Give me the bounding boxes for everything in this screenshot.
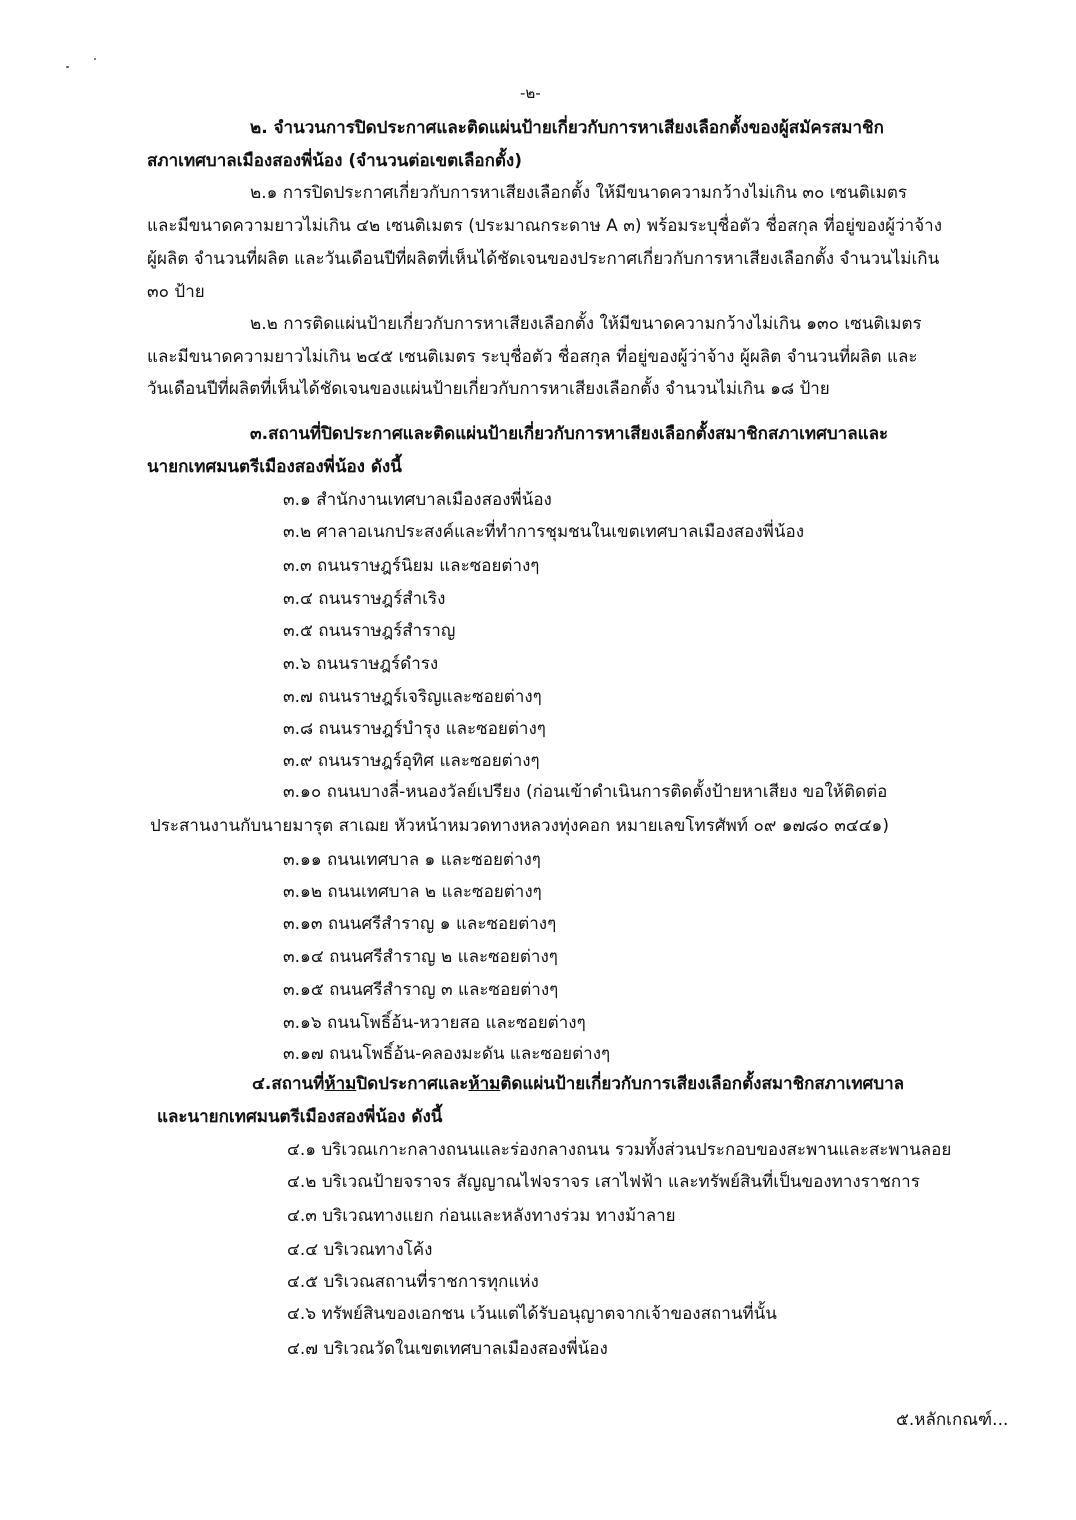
para-2-2-line2: และมีขนาดความยาวไม่เกิน ๒๔๕ เซนติเมตร ระบุชื่อตัว ชื่อสกุล ที่อยู่ของผู้ว่าจ้าง ผู้ผลิต จำนวนที่ผลิต และ (147, 347, 918, 367)
section2-heading-line1: ๒. จำนวนการปิดประกาศและติดแผ่นป้ายเกี่ยวกับการหาเสียงเลือกตั้งของผู้สมัครสมาชิก (250, 118, 884, 138)
list-item-3-10-cont: ประสานงานกับนายมารุต สาเฌย หัวหน้าหมวดทางหลวงทุ่งคอก หมายเลขโทรศัพท์ ๐๙ ๑๗๘๐ ๓๔๔๑) (150, 816, 889, 836)
para-2-1-line1: ๒.๑ การปิดประกาศเกี่ยวกับการหาเสียงเลือกตั้ง ให้มีขนาดความกว้างไม่เกิน ๓๐ เซนติเมตร (250, 183, 908, 203)
scan-speck (66, 66, 69, 68)
section4-heading-line1 (252, 1073, 904, 1095)
list-item-3-7: ๓.๗ ถนนราษฎร์เจริญและซอยต่างๆ (283, 687, 542, 707)
section4-heading-part-c: ปิดประกาศและ (356, 1074, 469, 1094)
list-item-3-15: ๓.๑๕ ถนนศรีสำราญ ๓ และซอยต่างๆ (283, 980, 559, 1000)
list-item-4-6: ๔.๖ ทรัพย์สินของเอกชน เว้นแต่ได้รับอนุญาตจากเจ้าของสถานที่นั้น (287, 1304, 777, 1324)
section4-heading-prohibit-2: ห้าม (468, 1074, 501, 1094)
list-item-3-4: ๓.๔ ถนนราษฎร์สำเริง (283, 589, 446, 609)
para-2-1-line2: และมีขนาดความยาวไม่เกิน ๔๒ เซนติเมตร (ประมาณกระดาษ A ๓) พร้อมระบุชื่อตัว ชื่อสกุล ที่อยู่ของผู้ว่าจ้าง (147, 216, 943, 236)
list-item-3-14: ๓.๑๔ ถนนศรีสำราญ ๒ และซอยต่างๆ (283, 947, 558, 967)
para-2-2-line3: วันเดือนปีที่ผลิตที่เห็นได้ชัดเจนของแผ่นป้ายเกี่ยวกับการหาเสียงเลือกตั้ง จำนวนไม่เกิน ๑๘ ป้าย (147, 379, 830, 399)
continuation-marker: ๕.หลักเกณฑ์... (896, 1410, 1009, 1430)
section4-heading-line2: และนายกเทศมนตรีเมืองสองพี่น้อง ดังนี้ (157, 1107, 443, 1127)
list-item-4-2: ๔.๒ บริเวณป้ายจราจร สัญญาณไฟจราจร เสาไฟฟ้า และทรัพย์สินที่เป็นของทางราชการ (287, 1172, 920, 1192)
list-item-3-17: ๓.๑๗ ถนนโพธิ์อ้น-คลองมะดัน และซอยต่างๆ (283, 1044, 611, 1064)
section4-heading-prohibit-1: ห้าม (324, 1074, 357, 1094)
list-item-3-1: ๓.๑ สำนักงานเทศบาลเมืองสองพี่น้อง (283, 490, 552, 510)
para-2-1-line3: ผู้ผลิต จำนวนที่ผลิต และวันเดือนปีที่ผลิตที่เห็นได้ชัดเจนของประกาศเกี่ยวกับการหาเสียงเลือกตั้ง จำนวนไม่เกิน (147, 249, 940, 269)
list-item-4-7: ๔.๗ บริเวณวัดในเขตเทศบาลเมืองสองพี่น้อง (287, 1339, 608, 1359)
section4-heading-part-e: ติดแผ่นป้ายเกี่ยวกับการเสียงเลือกตั้งสมาชิกสภาเทศบาล (500, 1074, 905, 1094)
list-item-3-10: ๓.๑๐ ถนนบางลี่-หนองวัลย์เปรียง (ก่อนเข้าดำเนินการติดตั้งป้ายหาเสียง ขอให้ติดต่อ (283, 782, 888, 802)
list-item-4-1: ๔.๑ บริเวณเกาะกลางถนนและร่องกลางถนน รวมทั้งส่วนประกอบของสะพานและสะพานลอย (287, 1140, 952, 1160)
para-2-2-line1: ๒.๒ การติดแผ่นป้ายเกี่ยวกับการหาเสียงเลือกตั้ง ให้มีขนาดความกว้างไม่เกิน ๑๓๐ เซนติเมตร (250, 314, 922, 334)
list-item-3-16: ๓.๑๖ ถนนโพธิ์อ้น-หวายสอ และซอยต่างๆ (283, 1013, 586, 1033)
list-item-3-11: ๓.๑๑ ถนนเทศบาล ๑ และซอยต่างๆ (283, 850, 541, 870)
list-item-3-13: ๓.๑๓ ถนนศรีสำราญ ๑ และซอยต่างๆ (283, 914, 557, 934)
section2-heading-line2: สภาเทศบาลเมืองสองพี่น้อง (จำนวนต่อเขตเลือกตั้ง) (147, 151, 522, 171)
list-item-3-8: ๓.๘ ถนนราษฎร์บำรุง และซอยต่างๆ (283, 719, 546, 739)
list-item-3-3: ๓.๓ ถนนราษฎร์นิยม และซอยต่างๆ (283, 556, 540, 576)
para-2-1-line4: ๓๐ ป้าย (147, 282, 205, 302)
list-item-3-6: ๓.๖ ถนนราษฎร์ดำรง (283, 654, 439, 674)
list-item-3-2: ๓.๒ ศาลาอเนกประสงค์และที่ทำการชุมชนในเขตเทศบาลเมืองสองพี่น้อง (283, 522, 805, 542)
section4-heading-part-a: ๔.สถานที่ (252, 1074, 325, 1094)
list-item-3-9: ๓.๙ ถนนราษฎร์อุทิศ และซอยต่างๆ (283, 751, 540, 771)
list-item-4-4: ๔.๔ บริเวณทางโค้ง (287, 1240, 433, 1260)
list-item-3-12: ๓.๑๒ ถนนเทศบาล ๒ และซอยต่างๆ (283, 882, 542, 902)
page-number: -๒- (520, 84, 541, 102)
list-item-3-5: ๓.๕ ถนนราษฎร์สำราญ (283, 621, 456, 641)
list-item-4-3: ๔.๓ บริเวณทางแยก ก่อนและหลังทางร่วม ทางม้าลาย (287, 1206, 676, 1226)
section3-heading-line1: ๓.สถานที่ปิดประกาศและติดแผ่นป้ายเกี่ยวกับการหาเสียงเลือกตั้งสมาชิกสภาเทศบาลและ (250, 424, 889, 444)
section3-heading-line2: นายกเทศมนตรีเมืองสองพี่น้อง ดังนี้ (147, 457, 402, 477)
scan-speck (94, 58, 96, 60)
list-item-4-5: ๔.๕ บริเวณสถานที่ราชการทุกแห่ง (287, 1272, 539, 1292)
